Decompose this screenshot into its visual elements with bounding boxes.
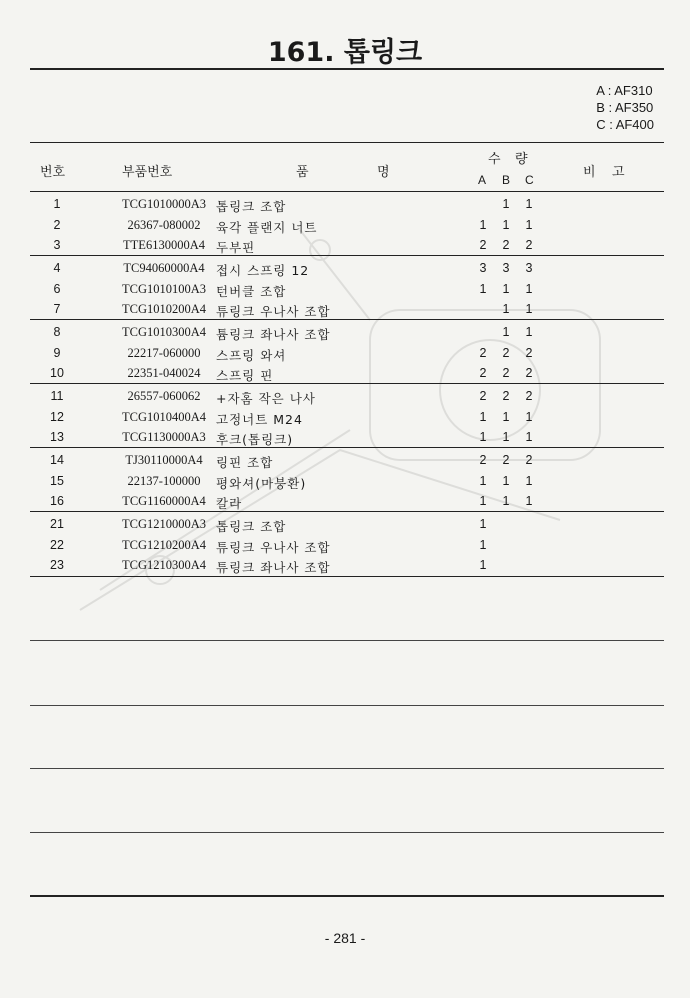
table-row — [30, 236, 664, 256]
qty-c: 2 — [525, 238, 533, 252]
part-number: 22217-060000 — [127, 345, 201, 360]
qty-c: 1 — [525, 409, 533, 424]
header-remarks-2: 고 — [612, 165, 625, 180]
part-name: 스프링 핀 — [216, 368, 274, 383]
row-number: 14 — [50, 453, 64, 467]
part-number: TTE6130000A4 — [123, 238, 205, 252]
qty-b: 1 — [502, 281, 510, 296]
table-row — [30, 387, 664, 407]
table-row — [30, 408, 664, 428]
blank-line — [30, 768, 664, 769]
qty-b: 1 — [502, 217, 510, 232]
table-top-rule — [30, 142, 664, 143]
row-number: 22 — [50, 537, 64, 552]
qty-a: 2 — [479, 238, 487, 252]
qty-a: 1 — [479, 409, 487, 424]
part-name: 톱링크 조합 — [216, 199, 287, 214]
qty-c: 1 — [525, 217, 533, 232]
part-name: 스프링 와셔 — [216, 347, 287, 363]
table-row — [30, 344, 664, 364]
header-remarks-1: 비 — [583, 165, 596, 180]
part-number: TJ30110000A4 — [125, 453, 203, 467]
row-number: 9 — [53, 345, 61, 360]
footer-rule — [30, 895, 664, 897]
qty-b: 2 — [502, 345, 510, 360]
table-row — [30, 216, 664, 236]
table-end-rule — [30, 576, 664, 577]
blank-line — [30, 832, 664, 833]
part-number: 26367-080002 — [127, 217, 201, 232]
part-number: TCG1010400A4 — [121, 409, 207, 424]
table-row — [30, 472, 664, 492]
part-name: 칼라 — [216, 496, 243, 511]
qty-b: 1 — [502, 494, 510, 508]
part-name: 튜링크 우나사 조합 — [216, 304, 331, 319]
part-number: 26557-060062 — [127, 389, 201, 403]
qty-c: 2 — [525, 389, 533, 403]
header-part-number: 부품번호 — [122, 165, 173, 180]
qty-b: 2 — [502, 366, 510, 380]
table-row — [30, 451, 664, 471]
qty-c: 1 — [525, 281, 533, 296]
table-row — [30, 364, 664, 384]
row-number: 11 — [50, 389, 64, 403]
header-bottom-rule — [30, 191, 664, 192]
qty-b: 3 — [502, 261, 510, 275]
row-number: 2 — [53, 217, 61, 232]
model-a: A : AF310 — [596, 83, 653, 98]
model-b: B : AF350 — [596, 100, 654, 115]
qty-c: 1 — [525, 473, 533, 488]
table-row — [30, 259, 664, 279]
row-number: 1 — [53, 197, 61, 211]
qty-a: 1 — [479, 430, 487, 444]
qty-a: 1 — [479, 473, 487, 488]
blank-line — [30, 705, 664, 706]
qty-b: 2 — [502, 389, 510, 403]
part-name: 튜링크 좌나사 조합 — [216, 560, 331, 575]
header-qty-2: 량 — [515, 152, 528, 167]
qty-b: 1 — [502, 409, 510, 424]
qty-c: 1 — [525, 302, 533, 316]
row-number: 15 — [50, 473, 64, 488]
table-row — [30, 300, 664, 320]
header-name-2: 명 — [377, 165, 390, 180]
qty-a: 2 — [479, 389, 487, 403]
row-number: 13 — [50, 430, 64, 444]
table-row — [30, 515, 664, 535]
part-number: TCG1010200A4 — [121, 302, 207, 316]
qty-b: 1 — [502, 473, 510, 488]
part-name: 육각 플랜지 너트 — [216, 219, 318, 235]
part-name: 후크(톱링크) — [216, 432, 294, 447]
qty-a: 2 — [479, 345, 487, 360]
blank-line — [30, 640, 664, 641]
part-number: TCG1010000A3 — [121, 197, 207, 211]
qty-a: 1 — [479, 217, 487, 232]
part-name: 턴버클 조합 — [216, 283, 287, 299]
group-divider — [30, 319, 664, 320]
row-number: 21 — [50, 517, 64, 531]
table-row — [30, 428, 664, 448]
model-c: C : AF400 — [596, 117, 654, 132]
qty-b: 2 — [502, 238, 510, 252]
table-row — [30, 195, 664, 215]
part-number: TCG1210200A4 — [121, 537, 207, 552]
part-name: +자홈 작은 나사 — [216, 391, 316, 406]
qty-c: 1 — [525, 197, 533, 211]
qty-b: 1 — [502, 430, 510, 444]
header-name-1: 품 — [296, 165, 309, 180]
part-number: TCG1210000A3 — [121, 517, 207, 531]
part-number: 22137-100000 — [127, 473, 201, 488]
part-name: 튜링크 우나사 조합 — [216, 539, 331, 555]
qty-c: 2 — [525, 366, 533, 380]
header-no: 번호 — [40, 165, 66, 180]
qty-b: 1 — [502, 325, 510, 339]
title-divider — [30, 68, 664, 70]
table-row — [30, 492, 664, 512]
qty-c: 1 — [525, 325, 533, 339]
qty-b: 1 — [502, 302, 510, 316]
qty-c: 2 — [525, 345, 533, 360]
row-number: 16 — [50, 494, 64, 508]
group-divider — [30, 447, 664, 448]
group-divider — [30, 383, 664, 384]
page-title: 161. 톱링크 — [267, 37, 423, 68]
qty-b: 2 — [502, 453, 510, 467]
page-number: - 281 - — [324, 930, 366, 946]
qty-c: 1 — [525, 494, 533, 508]
part-number: TC94060000A4 — [123, 261, 205, 275]
table-row — [30, 323, 664, 343]
qty-a: 1 — [479, 494, 487, 508]
qty-c: 3 — [525, 261, 533, 275]
header-qty-1: 수 — [488, 152, 501, 167]
part-name: 평와셔(마붕환) — [216, 475, 307, 491]
table-row — [30, 536, 664, 556]
qty-a: 2 — [479, 453, 487, 467]
table-row — [30, 556, 664, 576]
part-name: 고정너트 M24 — [216, 411, 303, 427]
row-number: 3 — [53, 238, 61, 252]
part-name: 두부핀 — [216, 240, 256, 255]
part-name: 링핀 조합 — [216, 455, 274, 470]
qty-c: 1 — [525, 430, 533, 444]
row-number: 7 — [53, 302, 61, 316]
part-name: 튬링크 좌나사 조합 — [216, 327, 331, 342]
part-number: TCG1010100A3 — [121, 281, 207, 296]
part-number: 22351-040024 — [127, 366, 201, 380]
part-number: TCG1160000A4 — [122, 494, 206, 508]
qty-b: 1 — [502, 197, 510, 211]
row-number: 10 — [50, 366, 64, 380]
row-number: 12 — [50, 409, 64, 424]
qty-a: 1 — [479, 537, 487, 552]
qty-a: 2 — [479, 366, 487, 380]
row-number: 4 — [53, 261, 61, 275]
row-number: 8 — [53, 325, 61, 339]
model-legend — [596, 82, 654, 133]
header-col-c: C — [525, 173, 534, 187]
qty-a: 1 — [479, 281, 487, 296]
part-number: TCG1130000A3 — [122, 430, 206, 444]
part-name: 접시 스프링 12 — [216, 263, 310, 278]
group-divider — [30, 255, 664, 256]
qty-c: 2 — [525, 453, 533, 467]
part-number: TCG1210300A4 — [121, 558, 207, 572]
part-name: 톱링크 조합 — [216, 519, 287, 534]
part-number: TCG1010300A4 — [121, 325, 207, 339]
row-number: 23 — [50, 558, 64, 572]
qty-a: 1 — [479, 517, 487, 531]
group-divider — [30, 511, 664, 512]
header-col-a: A — [478, 173, 487, 187]
row-number: 6 — [53, 281, 61, 296]
qty-a: 3 — [479, 261, 487, 275]
table-row — [30, 280, 664, 300]
qty-a: 1 — [479, 558, 487, 572]
header-col-b: B — [502, 173, 511, 187]
